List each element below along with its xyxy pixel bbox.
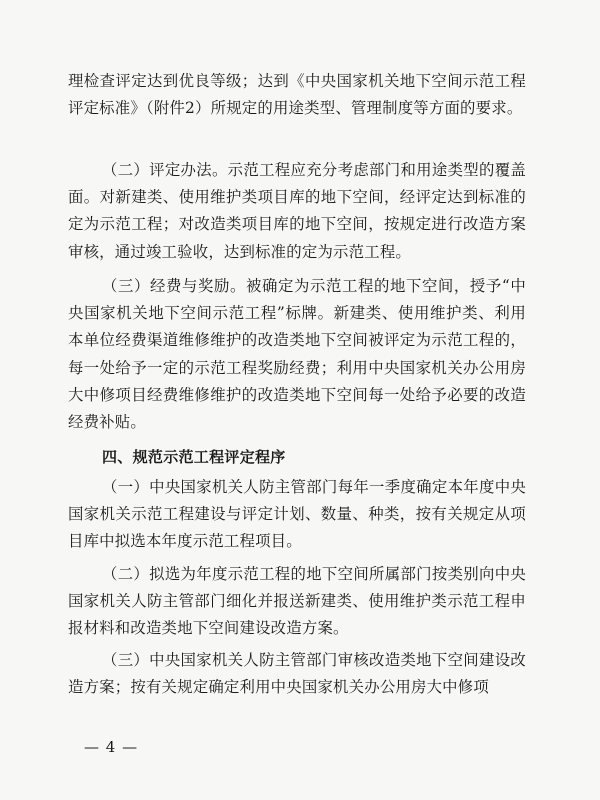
paragraph: （一）中央国家机关人防主管部门每年一季度确定本年度中央国家机关示范工程建设与评定计划、数量、种类，按有关规定从项目库中拟选本年度示范工程项目。 (68, 478, 526, 551)
paragraph-funding-rewards (68, 273, 526, 436)
section-heading-text: 四、规范示范工程评定程序 (102, 448, 286, 466)
section-heading (68, 444, 526, 471)
paragraph-procedure-2 (68, 561, 526, 643)
paragraph: （二）评定办法。示范工程应充分考虑部门和用途类型的覆盖面。对新建类、使用维护类项目库的地下空间，经评定达到标准的定为示范工程；对改造类项目库的地下空间，按规定进行改造方案审核，通过竣工验收，达到标准的定为示范工程。 (68, 161, 526, 261)
paragraph: （三）中央国家机关人防主管部门审核改造类地下空间建设改造方案；按有关规定确定利用中央国家机关办公用房大中修项 (68, 651, 526, 697)
paragraph: （三）经费与奖励。被确定为示范工程的地下空间，授予“中央国家机关地下空间示范工程”标牌。新建类、使用维护类、利用本单位经费渠道维修维护的改造类地下空间被评定为示范工程的，每一处给予一定的示范工程奖励经费；利用中央国家机关办公用房大中修项目经费维修维护的改造类地下空间每一处给予必要的改造经费补贴。 (68, 277, 526, 432)
page-number: — 4 — (84, 738, 139, 756)
paragraph-procedure-1 (68, 474, 526, 556)
paragraph: （二）拟选为年度示范工程的地下空间所属部门按类别向中央国家机关人防主管部门细化并报送新建类、使用维护类示范工程申报材料和改造类地下空间建设改造方案。 (68, 565, 526, 638)
paragraph: 理检查评定达到优良等级；达到《中央国家机关地下空间示范工程评定标准》（附件2）所规定的用途类型、管理制度等方面的要求。 (68, 72, 526, 118)
paragraph-procedure-3 (68, 647, 526, 701)
paragraph-continuation (68, 68, 526, 122)
paragraph-evaluation-method (68, 157, 526, 266)
